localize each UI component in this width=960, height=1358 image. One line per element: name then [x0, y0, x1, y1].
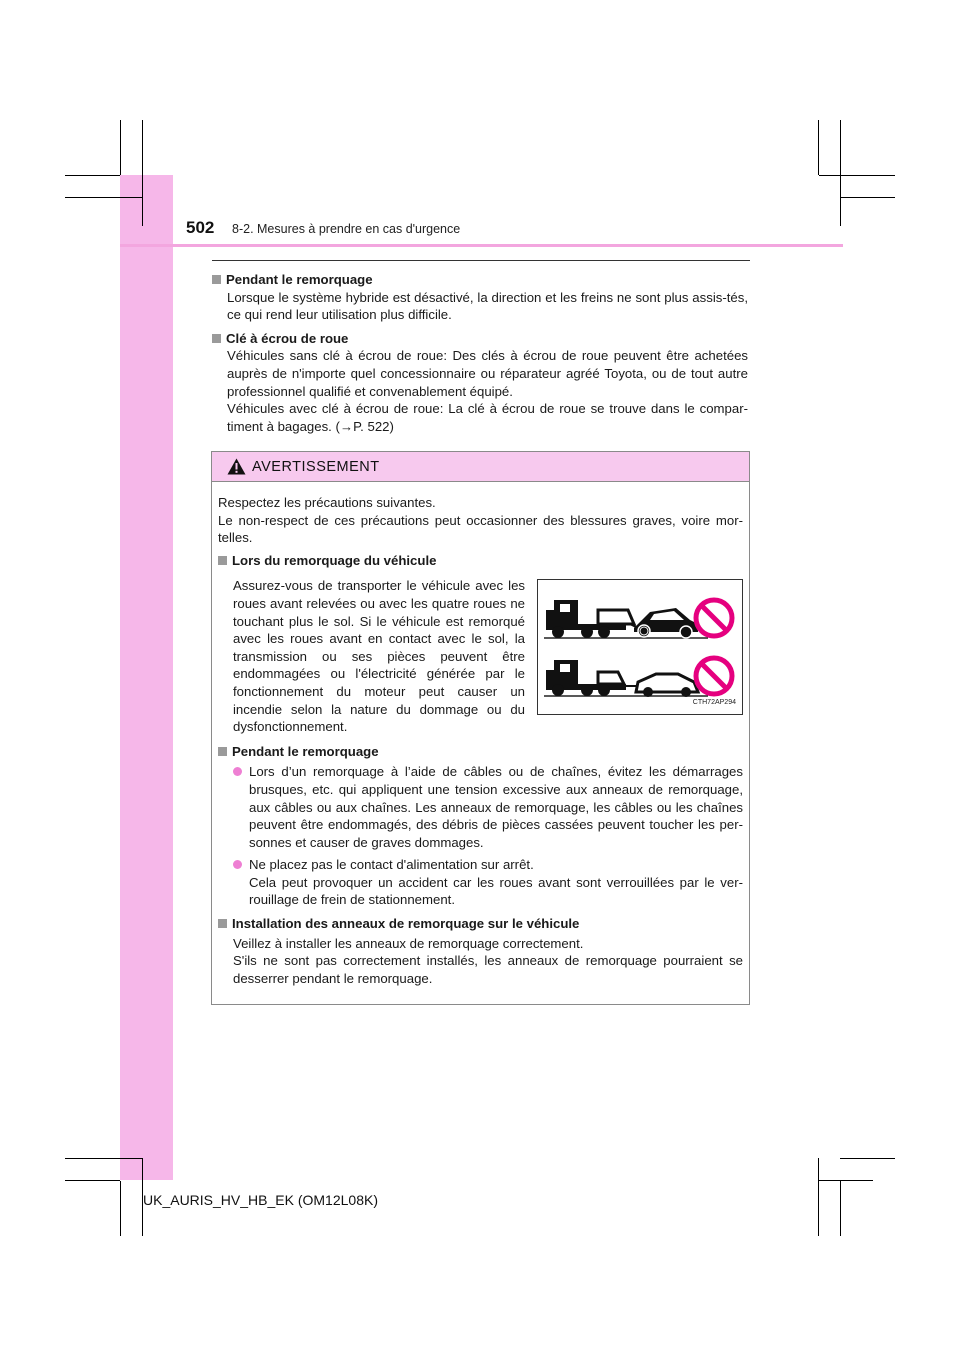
crop-mark	[840, 1181, 841, 1236]
square-bullet-icon	[218, 556, 227, 565]
square-bullet-icon	[212, 275, 221, 284]
paragraph: Le non-respect de ces précautions peut occasionner des blessures graves, voire mor-telles.	[218, 512, 743, 546]
paragraph: Lorsque le système hybride est désactivé, la direction et les freins ne sont plus assis-tés, ce qui rend leur utilisation plus difficile.	[227, 289, 748, 323]
header-rule	[120, 244, 843, 247]
square-bullet-icon	[218, 747, 227, 756]
crop-mark	[840, 120, 841, 226]
section-heading	[212, 271, 748, 289]
towing-row	[218, 573, 743, 735]
page-number: 502	[186, 218, 215, 237]
document-footer: UK_AURIS_HV_HB_EK (OM12L08K)	[143, 1192, 378, 1208]
section-title: Clé à écrou de roue	[226, 330, 349, 346]
pink-margin-band	[120, 175, 173, 1180]
subsection-body	[233, 935, 743, 988]
section-heading	[212, 330, 748, 348]
round-bullet-icon	[233, 860, 242, 869]
paragraph: Veillez à installer les anneaux de remorquage correctement.	[233, 935, 584, 951]
crop-mark	[65, 1158, 142, 1159]
section-divider	[212, 260, 750, 261]
subheading-title: Installation des anneaux de remorquage sur le véhicule	[232, 916, 580, 932]
warning-body	[212, 482, 749, 987]
crop-mark	[65, 1180, 120, 1181]
paragraph: Ne placez pas le contact d'alimentation sur arrêt.	[249, 857, 534, 873]
warning-header	[212, 452, 749, 482]
crop-mark	[120, 1181, 121, 1236]
warning-title: AVERTISSEMENT	[252, 458, 380, 475]
paragraph: Véhicules avec clé à écrou de roue: La clé à écrou de roue se trouve dans le compar-timent à bagages. (→P. 522)	[227, 401, 748, 434]
section-body	[227, 289, 748, 324]
subheading-title: Lors du remorquage du véhicule	[232, 552, 437, 568]
warning-subheading	[218, 552, 743, 570]
main-content	[212, 268, 748, 435]
crop-mark	[819, 175, 895, 176]
round-bullet-icon	[233, 767, 242, 776]
warning-triangle-icon	[227, 458, 246, 475]
section-title: Pendant le remorquage	[226, 272, 373, 287]
paragraph: Cela peut provoquer un accident car les roues avant sont verrouillées par le ver-rouillage de frein de stationnement.	[249, 874, 743, 908]
paragraph: Assurez-vous de transporter le véhicule avec les roues avant relevées ou avec les quatre roues ne touchant plus le sol. Si le véhicule est remorqué avec les roues avant en contact avec le sol, la transmission ou ses pièces peuvent être endommagées ou l'électricité générée par le fonctionnement du moteur peut causer un incendie selon la nature du dommage ou du dysfonctionnement.	[233, 578, 525, 735]
paragraph: Véhicules sans clé à écrou de roue: Des clés à écrou de roue peuvent être achetées auprès de n'importe quel concessionnaire ou réparateur agréé Toyota, ou de tout autre professionnel qualifié et convenablement équipé.	[227, 348, 748, 399]
square-bullet-icon	[218, 919, 227, 928]
bullet-item	[233, 763, 743, 851]
crop-mark	[819, 1180, 873, 1181]
crop-mark	[65, 197, 142, 198]
bullet-text	[249, 856, 743, 909]
crop-mark	[840, 1158, 895, 1159]
paragraph: S'ils ne sont pas correctement installés, les anneaux de remorquage pourraient se desserrer pendant le remorquage.	[233, 953, 743, 986]
warning-box	[211, 451, 750, 1005]
towing-illustration	[537, 579, 743, 715]
warning-subheading	[218, 743, 743, 761]
crop-mark	[65, 175, 120, 176]
crop-mark	[818, 120, 819, 175]
section-body	[227, 347, 748, 435]
crop-mark	[841, 197, 895, 198]
paragraph: Respectez les précautions suivantes.	[218, 495, 436, 510]
crop-mark	[120, 120, 121, 175]
bullet-text: Lors d’un remorquage à l’aide de câbles ou de chaînes, évitez les démarrages brusques, etc. qui appliquent une tension excessive aux anneaux de remorquage, aux câbles ou aux chaînes. Les anneaux de remorquage, les câbles ou les chaînes peuvent être endommagés, des débris de pièces cassées peuvent toucher les per-sonnes et causer de graves dommages.	[249, 764, 743, 850]
bullet-item	[233, 856, 743, 909]
subheading-title: Pendant le remorquage	[232, 743, 379, 759]
chapter-title: 8-2. Mesures à prendre en cas d'urgence	[232, 222, 461, 236]
square-bullet-icon	[212, 334, 221, 343]
crop-mark	[142, 120, 143, 226]
crop-mark	[818, 1158, 819, 1236]
illustration-code: CTH72AP294	[692, 698, 736, 706]
warning-subheading	[218, 915, 743, 933]
